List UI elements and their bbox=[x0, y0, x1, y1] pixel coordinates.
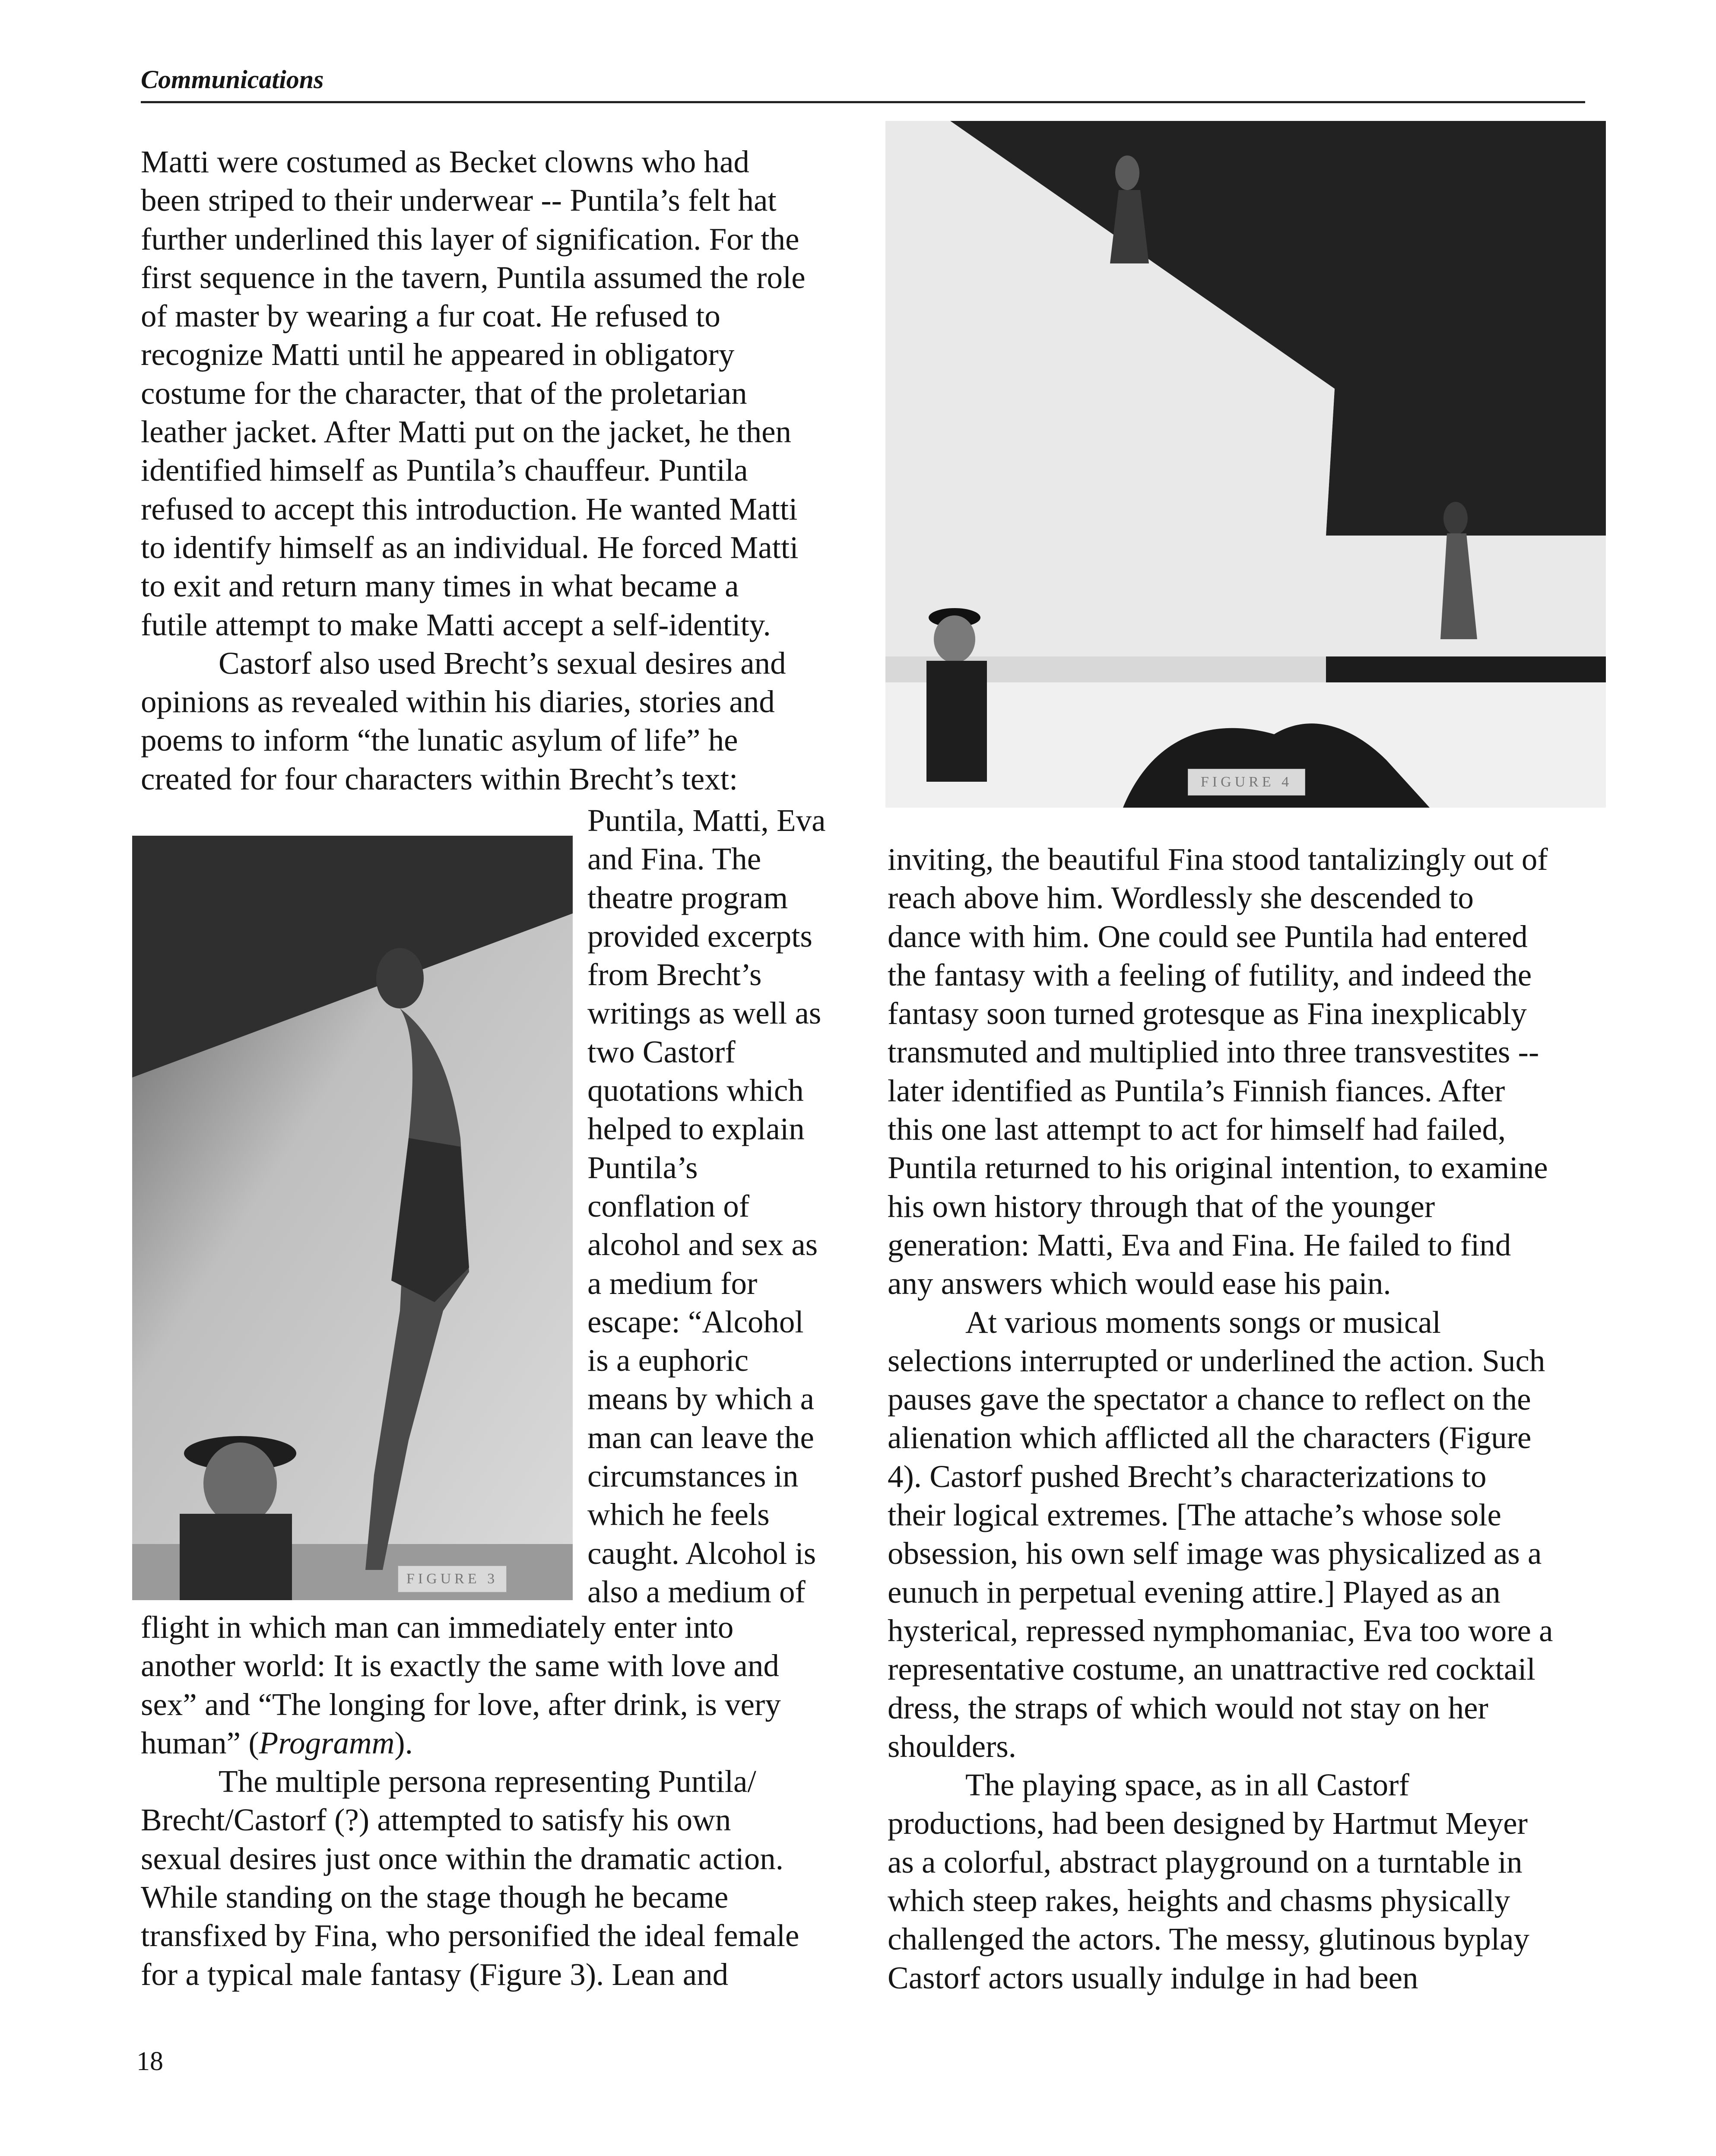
figure-3-label: FIGURE 3 bbox=[398, 1566, 507, 1592]
text-line: also a medium of bbox=[587, 1574, 806, 1609]
text-line: transfixed by Fina, who personified the ideal female bbox=[141, 1918, 799, 1953]
figure-3-photo bbox=[132, 836, 573, 1600]
text-line: Castorf also used Brecht’s sexual desires and bbox=[219, 645, 786, 681]
text-line: At various moments songs or musical bbox=[965, 1304, 1441, 1340]
text-line: Brecht/Castorf (?) attempted to satisfy his own bbox=[141, 1802, 731, 1838]
text-line: The playing space, as in all Castorf bbox=[965, 1767, 1409, 1803]
text-line: eunuch in perpetual evening attire.] Played as an bbox=[888, 1574, 1500, 1610]
text-line: further underlined this layer of signification. For the bbox=[141, 221, 799, 257]
text-line: to exit and return many times in what became a bbox=[141, 568, 739, 604]
figure-3-image bbox=[132, 836, 573, 1600]
text-line: conflation of bbox=[587, 1188, 750, 1224]
text-line: transmuted and multiplied into three transvestites -- bbox=[888, 1034, 1539, 1070]
text-line: two Castorf bbox=[587, 1034, 736, 1069]
text-span: ). bbox=[394, 1725, 413, 1760]
text-line: means by which a bbox=[587, 1381, 815, 1417]
text-line bbox=[141, 1724, 799, 1762]
text-line: writings as well as bbox=[587, 996, 822, 1031]
text-line: flight in which man can immediately enter into bbox=[141, 1610, 734, 1645]
text-line: dress, the straps of which would not stay on her bbox=[888, 1690, 1488, 1725]
text-line: helped to explain bbox=[587, 1111, 805, 1147]
text-line: created for four characters within Brecht’s text: bbox=[141, 761, 738, 796]
text-line: the fantasy with a feeling of futility, and indeed the bbox=[888, 957, 1532, 992]
text-line: Castorf actors usually indulge in had been bbox=[888, 1960, 1418, 1995]
text-line: been striped to their underwear -- Puntila’s felt hat bbox=[141, 183, 777, 218]
text-line: sex” and “The longing for love, after drink, is very bbox=[141, 1687, 781, 1722]
text-line: selections interrupted or underlined the action. Such bbox=[888, 1343, 1545, 1378]
text-line: costume for the character, that of the proletarian bbox=[141, 375, 747, 411]
text-line: which he feels bbox=[587, 1497, 770, 1532]
figure-4-photo bbox=[885, 121, 1606, 808]
programm-citation: Programm bbox=[259, 1725, 395, 1760]
text-line: quotations which bbox=[587, 1073, 804, 1108]
text-line: opinions as revealed within his diaries, stories and bbox=[141, 684, 775, 720]
text-line: any answers which would ease his pain. bbox=[888, 1266, 1391, 1301]
text-line: escape: “Alcohol bbox=[587, 1304, 804, 1339]
running-head: Communications bbox=[141, 65, 324, 94]
text-line: fantasy soon turned grotesque as Fina inexplicably bbox=[888, 996, 1527, 1031]
text-line: later identified as Puntila’s Finnish fiances. After bbox=[888, 1073, 1505, 1108]
text-line: The multiple persona representing Puntila/ bbox=[219, 1764, 756, 1799]
text-line: generation: Matti, Eva and Fina. He failed to find bbox=[888, 1227, 1511, 1262]
text-line: from Brecht’s bbox=[587, 957, 762, 992]
header-rule bbox=[141, 101, 1585, 103]
text-line: for a typical male fantasy (Figure 3). Lean and bbox=[141, 1956, 729, 1992]
text-line: representative costume, an unattractive red cocktail bbox=[888, 1652, 1535, 1687]
text-line: this one last attempt to act for himself had failed, bbox=[888, 1112, 1506, 1147]
text-line: alienation which afflicted all the characters (Figure bbox=[888, 1420, 1532, 1455]
text-line: 4). Castorf pushed Brecht’s characterizations to bbox=[888, 1458, 1487, 1494]
text-line: Matti were costumed as Becket clowns who had bbox=[141, 144, 749, 179]
text-line: to identify himself as an individual. He forced Matti bbox=[141, 529, 799, 565]
text-line: inviting, the beautiful Fina stood tantalizingly out of bbox=[888, 842, 1548, 877]
text-line: pauses gave the spectator a chance to reflect on the bbox=[888, 1382, 1531, 1417]
text-line: refused to accept this introduction. He wanted Matti bbox=[141, 491, 798, 526]
text-line: dance with him. One could see Puntila had entered bbox=[888, 919, 1528, 954]
text-line: as a colorful, abstract playground on a turntable in bbox=[888, 1844, 1523, 1880]
text-line: While standing on the stage though he became bbox=[141, 1880, 729, 1915]
text-line: sexual desires just once within the dramatic action. bbox=[141, 1841, 783, 1876]
text-line: hysterical, repressed nymphomaniac, Eva too wore a bbox=[888, 1613, 1553, 1648]
text-line: his own history through that of the younger bbox=[888, 1189, 1435, 1224]
text-line: Puntila, Matti, Eva bbox=[587, 803, 826, 838]
text-line: theatre program bbox=[587, 880, 788, 915]
text-line: circumstances in bbox=[587, 1458, 799, 1494]
text-line: poems to inform “the lunatic asylum of life” he bbox=[141, 723, 738, 758]
text-line: shoulders. bbox=[888, 1728, 1017, 1764]
text-line: a medium for bbox=[587, 1265, 758, 1301]
text-line: leather jacket. After Matti put on the jacket, he then bbox=[141, 414, 792, 450]
text-line: futile attempt to make Matti accept a self-identity. bbox=[141, 607, 771, 642]
text-line: reach above him. Wordlessly she descended to bbox=[888, 880, 1474, 916]
figure-4-label: FIGURE 4 bbox=[1188, 769, 1305, 796]
text-line: and Fina. The bbox=[587, 841, 761, 877]
text-line: which steep rakes, heights and chasms physically bbox=[888, 1883, 1510, 1918]
text-line: identified himself as Puntila’s chauffeur. Puntila bbox=[141, 453, 748, 488]
text-span: human” ( bbox=[141, 1725, 259, 1760]
text-line: Puntila’s bbox=[587, 1150, 698, 1185]
text-line: Puntila returned to his original intention, to examine bbox=[888, 1150, 1548, 1186]
text-line: is a euphoric bbox=[587, 1343, 749, 1378]
left-para-2-bottom bbox=[141, 1608, 799, 1994]
text-line: another world: It is exactly the same with love and bbox=[141, 1648, 779, 1684]
text-line: man can leave the bbox=[587, 1420, 814, 1455]
text-line: caught. Alcohol is bbox=[587, 1535, 816, 1571]
text-line: first sequence in the tavern, Puntila assumed the role bbox=[141, 260, 806, 295]
text-line: recognize Matti until he appeared in obligatory bbox=[141, 337, 735, 372]
text-line: productions, had been designed by Hartmut Meyer bbox=[888, 1806, 1528, 1841]
text-line: of master by wearing a fur coat. He refused to bbox=[141, 298, 720, 334]
left-para-1 bbox=[141, 143, 806, 798]
text-line: alcohol and sex as bbox=[587, 1227, 818, 1262]
figure-4-image bbox=[885, 121, 1606, 808]
left-para-2-wrap bbox=[587, 801, 826, 1611]
page-number: 18 bbox=[136, 2047, 163, 2076]
text-line: provided excerpts bbox=[587, 918, 812, 954]
text-line: challenged the actors. The messy, glutinous byplay bbox=[888, 1921, 1530, 1957]
right-column-text bbox=[888, 840, 1553, 1997]
text-line: their logical extremes. [The attache’s whose sole bbox=[888, 1497, 1501, 1533]
text-line: obsession, his own self image was physicalized as a bbox=[888, 1536, 1542, 1571]
